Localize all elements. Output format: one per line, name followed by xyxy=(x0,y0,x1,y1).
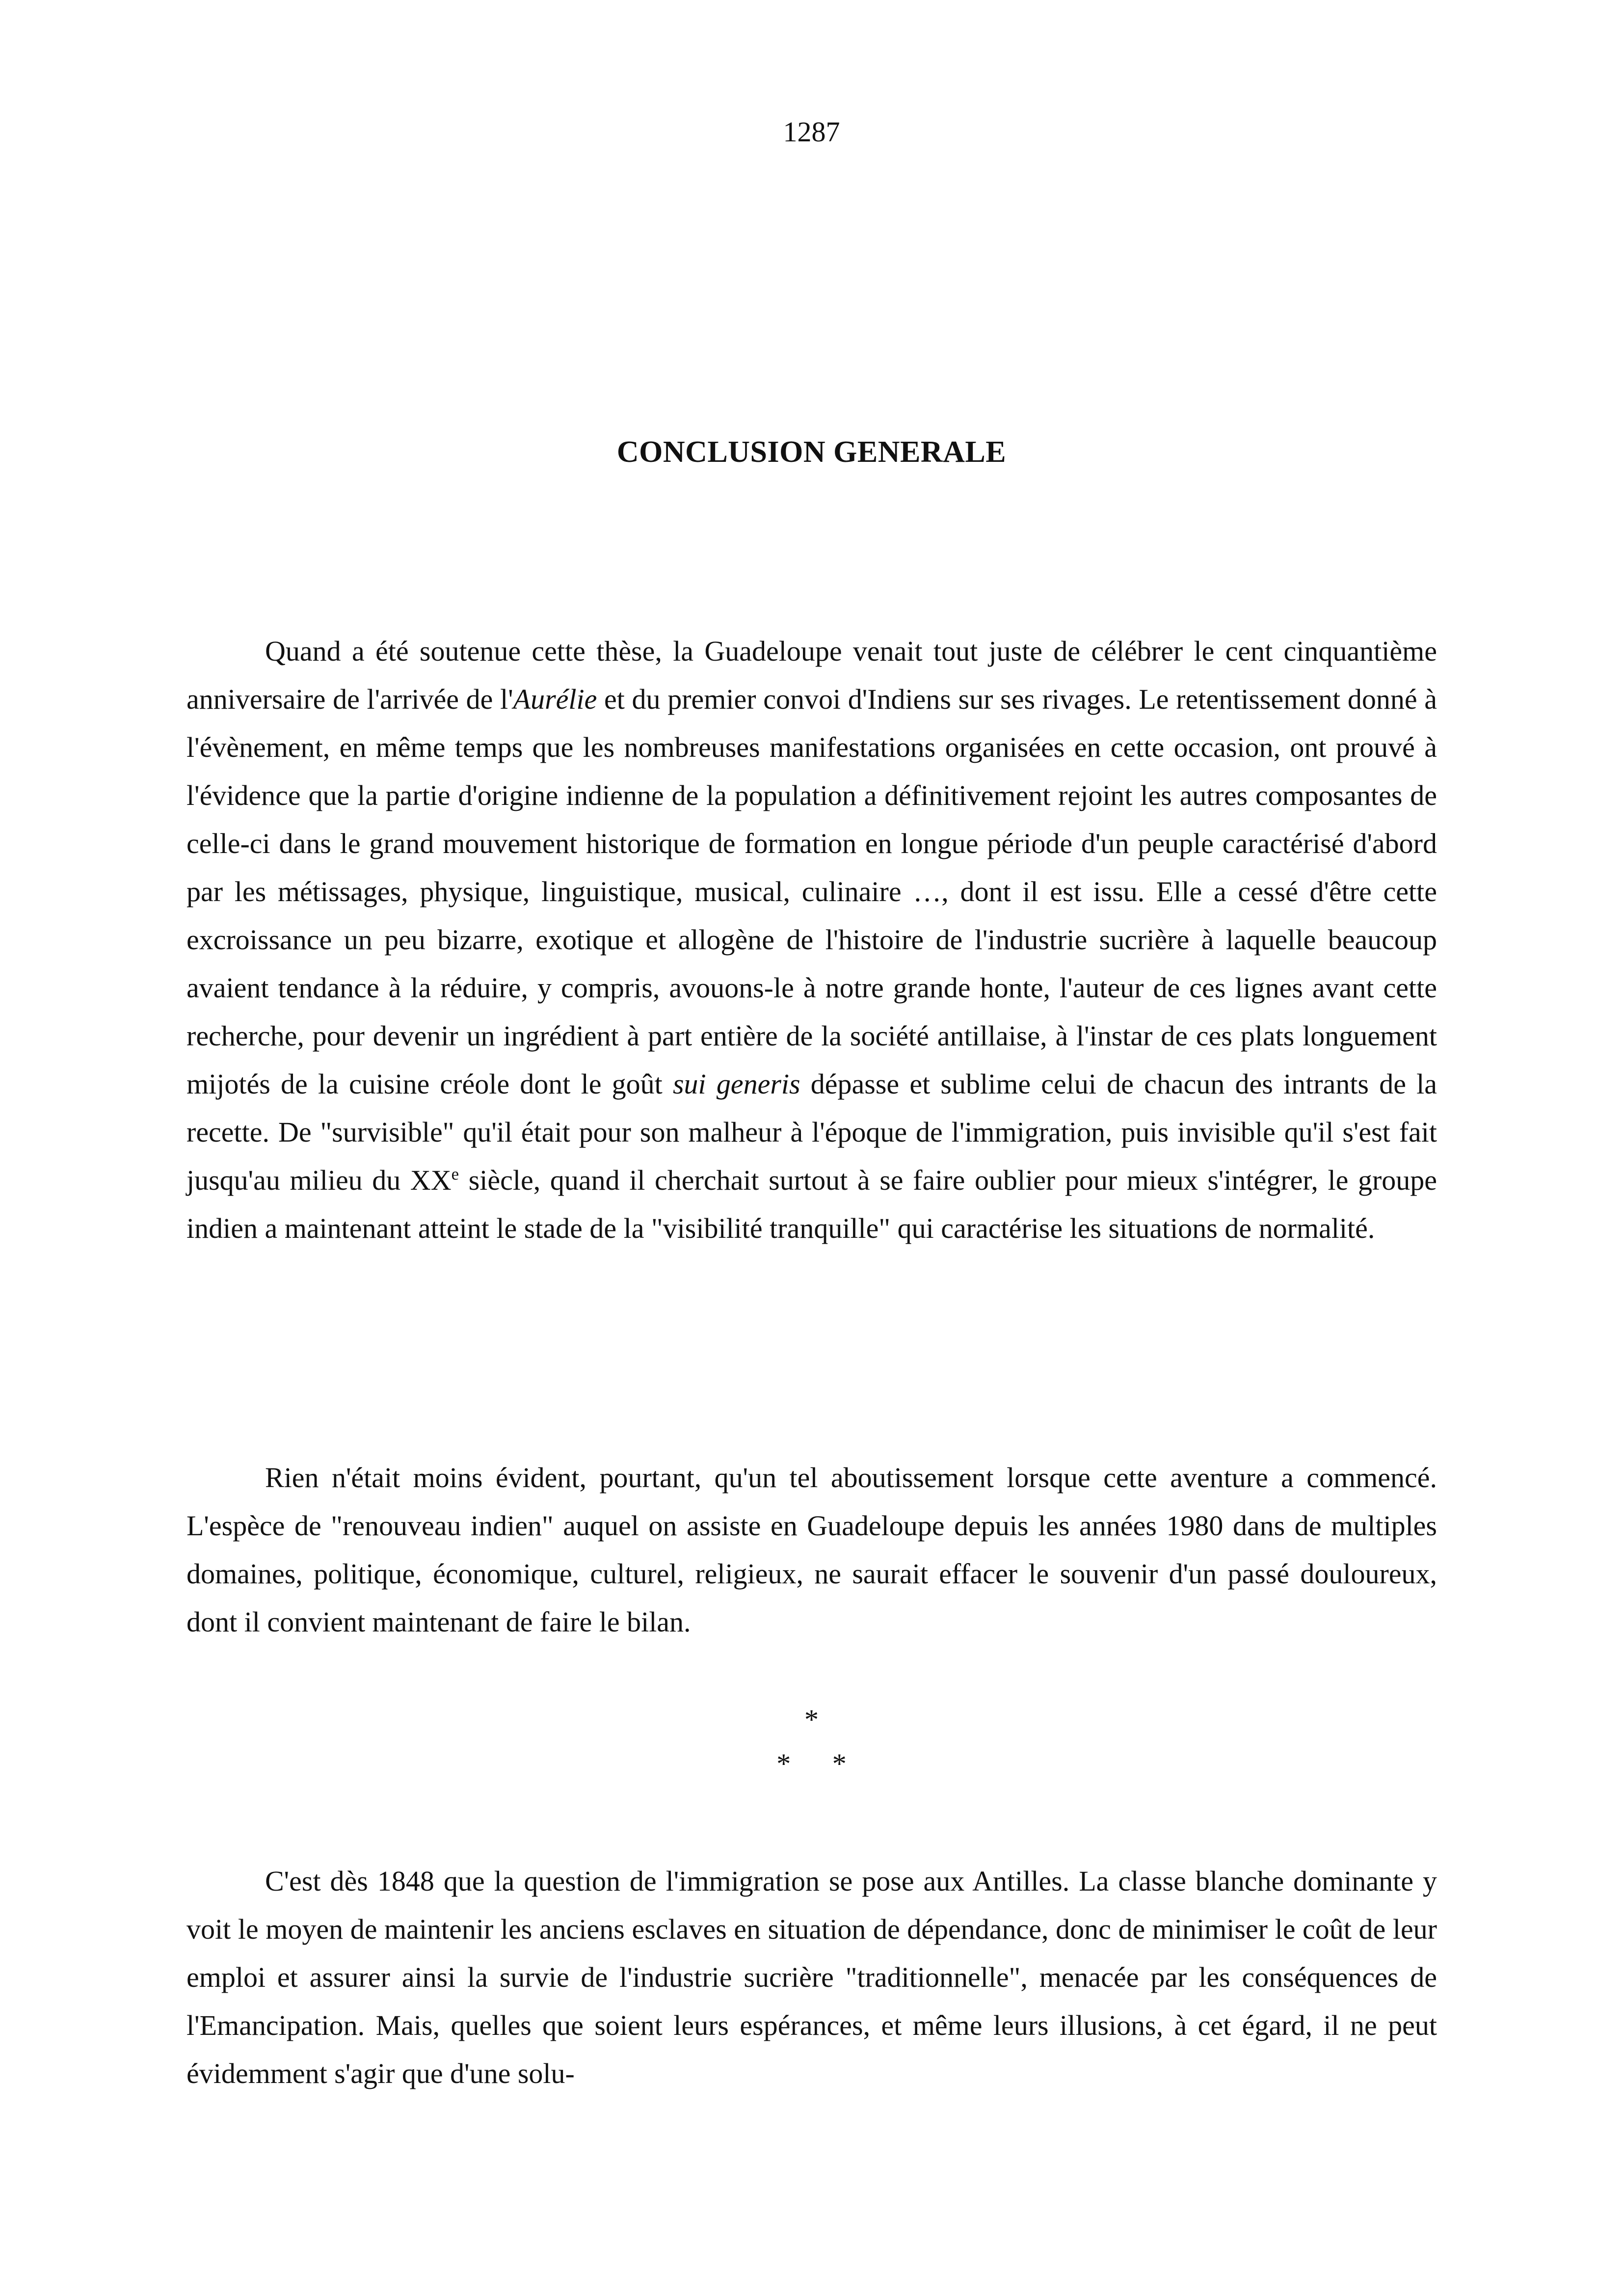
paragraph-1-part-d: siècle, quand il cherchait surtout à se faire oublier pour mieux s'intégrer, le groupe indien a maintenant atteint le stade de la "visibilité tranquille" qui caractérise les situations de normalité. xyxy=(186,1164,1437,1244)
paragraph-2-text: Rien n'était moins évident, pourtant, qu'un tel aboutissement lorsque cette aventure a commencé. L'espèce de "renouveau indien" auquel on assiste en Guadeloupe depuis les années 1980 dans de multiples domaines, politique, économique, culturel, religieux, ne saurait effacer le souvenir d'un passé douloureux, dont il convient maintenant de faire le bilan. xyxy=(186,1462,1437,1638)
page-number: 1287 xyxy=(783,116,840,148)
paragraph-1-part-c: dépasse et sublime celui de chacun des intrants de la recette. De "survisible" qu'il était pour son malheur à l'époque de l'immigration, puis invisible qu'il s'est fait jusqu'au milieu du XX xyxy=(186,1068,1437,1196)
paragraph-3-text: C'est dès 1848 que la question de l'immigration se pose aux Antilles. La classe blanche dominante y voit le moyen de maintenir les anciens esclaves en situation de dépendance, donc de minimiser le coût de leur emploi et assurer ainsi la survie de l'industrie sucrière "traditionnelle", menacée par les conséquences de l'Emancipation. Mais, quelles que soient leurs espérances, et même leurs illusions, à cet égard, il ne peut évidemment s'agir que d'une solu- xyxy=(186,1865,1437,2089)
section-separator-bottom: * * xyxy=(776,1748,847,1780)
section-separator-top: * xyxy=(804,1704,819,1735)
paragraph-1-part-a: Quand a été soutenue cette thèse, la Guadeloupe venait tout juste de célébrer le cent cinquantième anniversaire de l'arrivée de l' xyxy=(186,635,1437,715)
latin-phrase-italic: sui generis xyxy=(672,1068,800,1100)
ship-name-italic: Aurélie xyxy=(513,683,597,715)
chapter-title: CONCLUSION GENERALE xyxy=(616,435,1007,469)
paragraph-2 xyxy=(186,1454,1437,1646)
paragraph-1-text xyxy=(186,627,1437,1253)
paragraph-1 xyxy=(186,627,1437,1253)
paragraph-1-part-b: et du premier convoi d'Indiens sur ses rivages. Le retentissement donné à l'évènement, en même temps que les nombreuses manifestations organisées en cette occasion, ont prouvé à l'évidence que la partie d'origine indienne de la population a définitivement rejoint les autres composantes de celle-ci dans le grand mouvement historique de formation en longue période d'un peuple caractérisé d'abord par les métissages, physique, linguistique, musical, culinaire …, dont il est issu. Elle a cessé d'être cette excroissance un peu bizarre, exotique et allogène de l'histoire de l'industrie sucrière à laquelle beaucoup avaient tendance à la réduire, y compris, avouons-le à notre grande honte, l'auteur de ces lignes avant cette recherche, pour devenir un ingrédient à part entière de la société antillaise, à l'instar de ces plats longuement mijotés de la cuisine créole dont le goût xyxy=(186,683,1437,1100)
paragraph-3 xyxy=(186,1857,1437,2098)
century-superscript: e xyxy=(451,1164,459,1184)
